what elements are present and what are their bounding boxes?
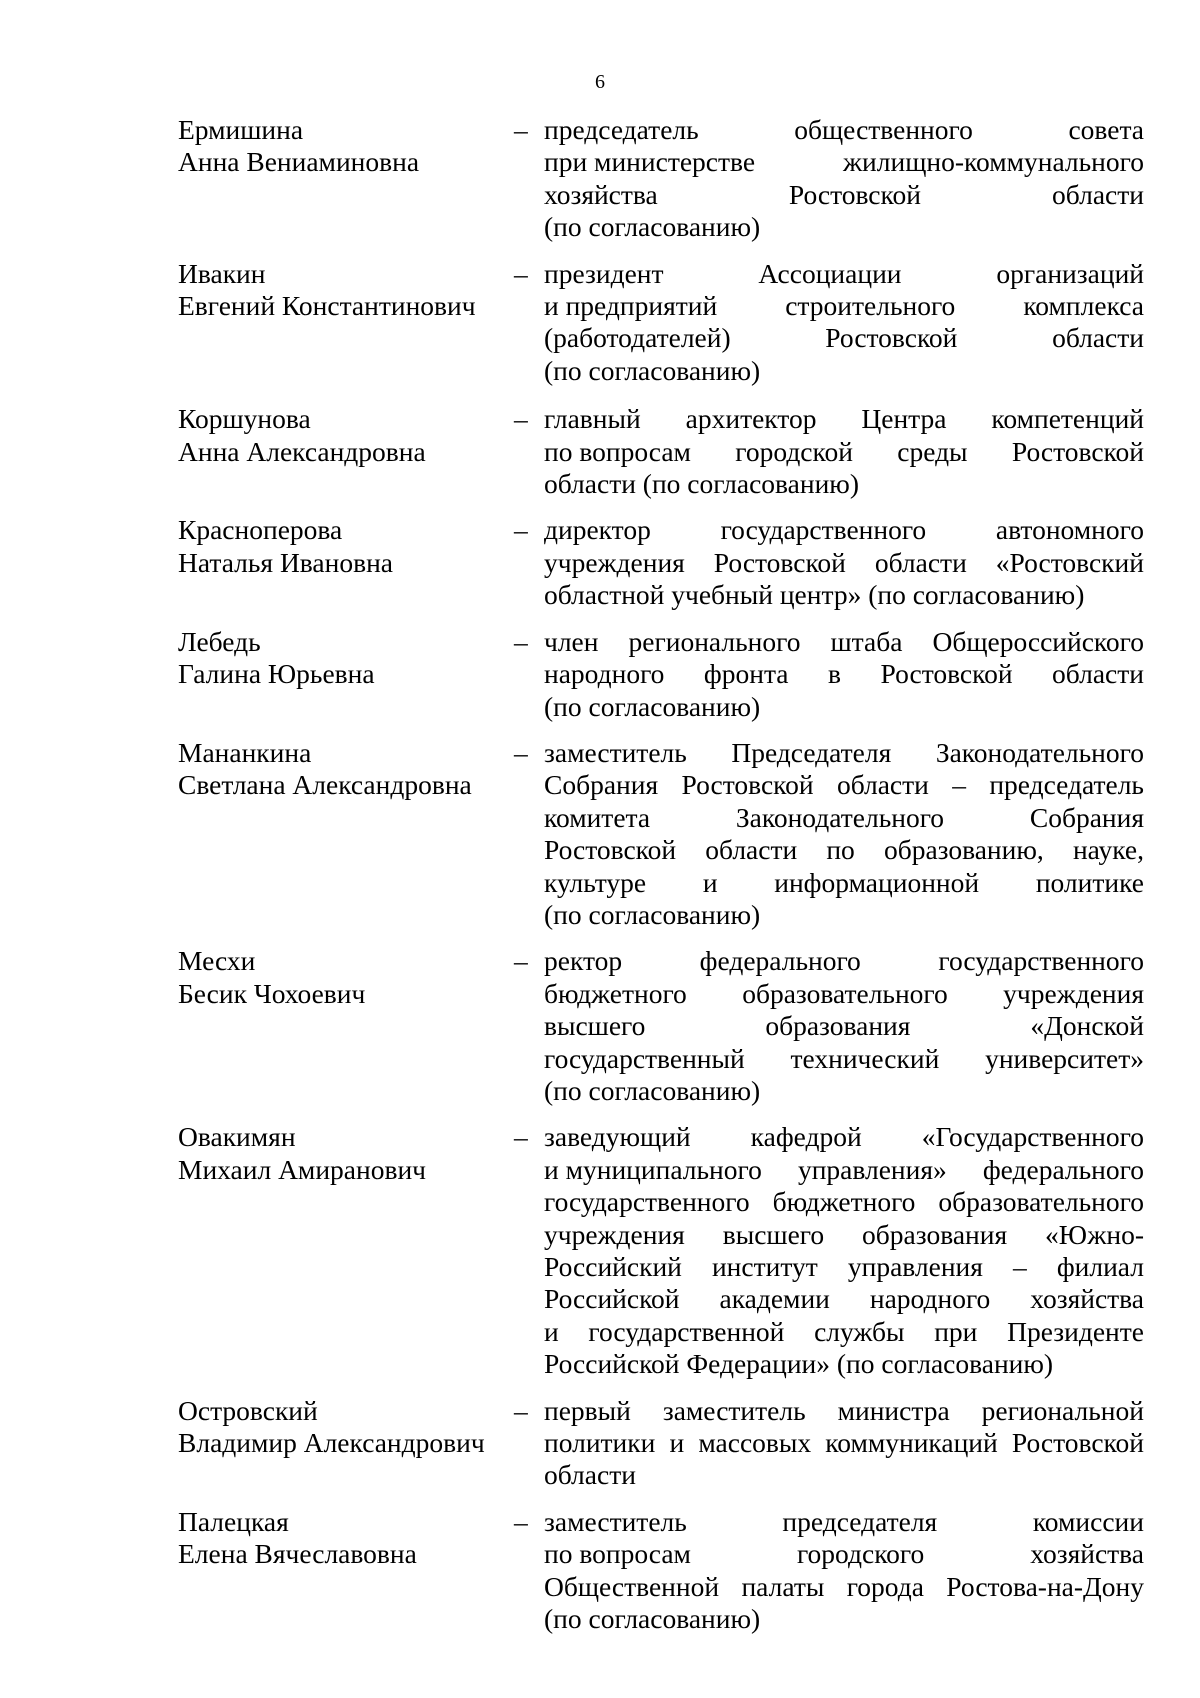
role-word: штаба <box>830 625 903 657</box>
role-word: и <box>544 1315 559 1347</box>
role-line-justified <box>544 1283 1144 1315</box>
member-entry <box>178 945 1144 1107</box>
members-list <box>178 114 1144 1635</box>
role-line-justified <box>544 867 1144 899</box>
role-line: (по согласованию) <box>544 1603 761 1635</box>
role-word: информационной <box>774 866 980 898</box>
member-surname: Ивакин <box>178 257 266 289</box>
role-line-justified <box>544 658 1144 690</box>
dash-separator: – <box>514 114 528 145</box>
role-line-justified <box>544 978 1144 1010</box>
role-word: и муниципального <box>544 1153 762 1185</box>
dash-separator: – <box>514 1505 528 1537</box>
role-word: строительного <box>785 290 956 322</box>
member-given-names: Бесик Чохоевич <box>178 977 366 1009</box>
role-word: Ростовской <box>681 769 814 801</box>
role-word: филиал <box>1056 1251 1144 1282</box>
member-role <box>544 945 1144 1107</box>
role-line: области (по согласованию) <box>544 468 859 500</box>
role-word: организаций <box>996 257 1144 289</box>
member-entry <box>178 1395 1144 1492</box>
role-word: области <box>836 769 929 801</box>
role-word: Российский <box>544 1251 682 1282</box>
member-role <box>544 403 1144 500</box>
role-word: и предприятий <box>544 290 718 322</box>
member-entry <box>178 737 1144 931</box>
role-word: бюджетного <box>772 1186 916 1218</box>
role-word: президент <box>544 257 664 289</box>
role-word: Законодательного <box>735 801 945 833</box>
member-surname: Лебедь <box>178 625 261 657</box>
role-word: ректор <box>544 945 623 977</box>
member-name <box>178 1506 514 1571</box>
role-word: хозяйства <box>1030 1538 1144 1570</box>
role-word: хозяйства <box>544 178 658 210</box>
member-role <box>544 1121 1144 1380</box>
role-word: «Государственного <box>921 1121 1144 1153</box>
role-word: образования <box>862 1218 1008 1250</box>
role-line-justified <box>544 1506 1144 1538</box>
role-word: заведующий <box>544 1121 691 1153</box>
role-line-justified <box>544 1186 1144 1218</box>
role-word: Собрания <box>544 769 659 801</box>
role-line-justified <box>544 403 1144 435</box>
member-name <box>178 514 514 579</box>
member-surname: Мананкина <box>178 736 312 768</box>
role-word: при <box>934 1315 978 1347</box>
role-line-justified <box>544 1571 1144 1603</box>
role-line-justified <box>544 626 1144 658</box>
member-role <box>544 1506 1144 1636</box>
role-word: массовых <box>698 1427 812 1459</box>
dash-separator: – <box>514 625 528 657</box>
member-given-names: Евгений Константинович <box>178 290 476 322</box>
role-word: первый <box>544 1394 631 1426</box>
role-word: Ассоциации <box>758 257 902 289</box>
role-line-justified <box>544 547 1144 579</box>
role-word: Ростовской <box>544 834 677 866</box>
role-word: при министерстве <box>544 146 756 178</box>
member-role <box>544 258 1144 388</box>
role-line-justified <box>544 146 1144 178</box>
dash-separator: – <box>514 1394 528 1426</box>
member-given-names: Анна Александровна <box>178 435 426 467</box>
role-word: государственной <box>588 1315 785 1347</box>
member-given-names: Владимир Александрович <box>178 1427 485 1459</box>
member-surname: Ермишина <box>178 114 304 145</box>
role-word: Председателя <box>731 736 892 768</box>
role-word: председатель <box>544 114 699 145</box>
role-word: Общероссийского <box>932 625 1144 657</box>
role-word: государственного <box>720 514 927 546</box>
member-name <box>178 1395 514 1460</box>
role-line-justified <box>544 114 1144 146</box>
role-word: Ростовской <box>880 658 1013 690</box>
role-line-justified <box>544 436 1144 468</box>
role-line-justified <box>544 945 1144 977</box>
role-word: области <box>705 834 798 866</box>
member-entry <box>178 626 1144 723</box>
role-word: – <box>1013 1251 1027 1282</box>
role-word: главный <box>544 403 641 435</box>
role-word: высшего <box>722 1218 825 1250</box>
role-word: жилищно-коммунального <box>843 146 1144 178</box>
member-given-names: Наталья Ивановна <box>178 546 394 578</box>
member-surname: Островский <box>178 1394 318 1426</box>
member-entry <box>178 1121 1144 1380</box>
role-word: университет» <box>985 1042 1144 1074</box>
member-name <box>178 945 514 1010</box>
role-line-justified <box>544 1121 1144 1153</box>
dash-separator: – <box>514 403 528 435</box>
role-line: (по согласованию) <box>544 898 761 930</box>
role-line-justified <box>544 1251 1144 1283</box>
member-entry <box>178 403 1144 500</box>
role-word: заместитель <box>662 1394 806 1426</box>
member-name <box>178 737 514 802</box>
role-word: комитета <box>544 801 651 833</box>
role-word: Ростовской <box>1011 1427 1144 1459</box>
role-word: хозяйства <box>1030 1283 1144 1315</box>
member-given-names: Светлана Александровна <box>178 769 472 801</box>
member-given-names: Михаил Амиранович <box>178 1153 427 1185</box>
role-word: учреждения <box>1003 977 1144 1009</box>
member-surname: Коршунова <box>178 403 311 435</box>
role-word: службы <box>814 1315 905 1347</box>
role-word: городского <box>796 1538 925 1570</box>
member-entry <box>178 1506 1144 1636</box>
role-word: среды <box>897 435 968 467</box>
member-entry <box>178 114 1144 244</box>
role-word: совета <box>1068 114 1144 145</box>
role-word: федерального <box>982 1153 1144 1185</box>
role-word: академии <box>719 1283 830 1315</box>
role-word: управления <box>847 1251 983 1282</box>
role-line-justified <box>544 834 1144 866</box>
role-line-justified <box>544 179 1144 211</box>
member-name <box>178 114 514 179</box>
role-line: Российской Федерации» (по согласованию) <box>544 1348 1054 1380</box>
role-word: палаты <box>741 1570 825 1602</box>
member-role <box>544 114 1144 244</box>
member-name <box>178 1121 514 1186</box>
role-line: области <box>544 1459 636 1491</box>
role-word: государственного <box>544 1186 750 1218</box>
role-word: «Ростовский <box>995 546 1144 578</box>
role-line: областной учебный центр» (по согласованию) <box>544 579 1085 611</box>
role-word: управления» <box>797 1153 947 1185</box>
role-word: коммуникаций <box>825 1427 998 1459</box>
role-word: Российской <box>544 1283 680 1315</box>
role-line-justified <box>544 290 1144 322</box>
member-name <box>178 403 514 468</box>
role-word: комплекса <box>1023 290 1144 322</box>
page-number: 6 <box>595 71 605 93</box>
role-word: образования <box>765 1010 911 1042</box>
role-word: автономного <box>995 514 1144 546</box>
role-word: фронта <box>703 658 789 690</box>
role-word: технический <box>790 1042 940 1074</box>
role-word: компетенций <box>991 403 1144 435</box>
role-word: учреждения <box>544 546 685 578</box>
role-word: Ростовской <box>825 322 958 354</box>
role-word: области <box>1052 178 1144 210</box>
role-word: образованию, <box>883 834 1044 866</box>
role-word: Ростовской <box>1011 435 1144 467</box>
member-entry <box>178 258 1144 388</box>
role-line-justified <box>544 1043 1144 1075</box>
member-name <box>178 258 514 323</box>
role-word: регионального <box>628 625 801 657</box>
role-word: и <box>702 866 718 898</box>
dash-separator: – <box>514 257 528 289</box>
role-line-justified <box>544 802 1144 834</box>
role-word: образовательного <box>742 977 948 1009</box>
role-line: (по согласованию) <box>544 1074 761 1106</box>
role-word: Собрания <box>1029 801 1144 833</box>
role-word: – <box>952 769 966 801</box>
role-word: архитектор <box>685 403 817 435</box>
role-word: общественного <box>794 114 973 145</box>
role-line: (по согласованию) <box>544 211 761 243</box>
role-word: города <box>846 1570 924 1602</box>
role-word: институт <box>711 1251 818 1282</box>
member-surname: Красноперова <box>178 514 343 546</box>
dash-separator: – <box>514 945 528 977</box>
role-word: науке, <box>1072 834 1144 866</box>
role-word: политике <box>1035 866 1144 898</box>
role-word: культуре <box>544 866 647 898</box>
role-line-justified <box>544 1538 1144 1570</box>
role-word: Центра <box>861 403 947 435</box>
role-line-justified <box>544 1154 1144 1186</box>
role-word: федерального <box>699 945 861 977</box>
role-line: (по согласованию) <box>544 690 761 722</box>
role-line-justified <box>544 1316 1144 1348</box>
member-given-names: Анна Вениаминовна <box>178 146 420 178</box>
role-word: бюджетного <box>544 977 687 1009</box>
member-role <box>544 626 1144 723</box>
role-word: председатель <box>989 769 1144 801</box>
role-word: Ростовской <box>713 546 846 578</box>
role-line-justified <box>544 322 1144 354</box>
member-given-names: Галина Юрьевна <box>178 658 375 690</box>
role-word: высшего <box>544 1010 646 1042</box>
role-line-justified <box>544 1010 1144 1042</box>
role-word: Ростовской <box>788 178 921 210</box>
role-word: народного <box>869 1283 991 1315</box>
member-given-names: Елена Вячеславовна <box>178 1538 417 1570</box>
role-word: и <box>669 1427 685 1459</box>
role-line-justified <box>544 1395 1144 1427</box>
role-line-justified <box>544 514 1144 546</box>
role-word: заместитель <box>544 736 687 768</box>
role-word: области <box>874 546 967 578</box>
role-word: Президенте <box>1007 1315 1144 1347</box>
member-surname: Месхи <box>178 945 256 977</box>
dash-separator: – <box>514 514 528 546</box>
role-line-justified <box>544 1219 1144 1251</box>
dash-separator: – <box>514 736 528 768</box>
role-word: образовательного <box>938 1186 1144 1218</box>
role-word: в <box>827 658 841 690</box>
role-line-justified <box>544 258 1144 290</box>
role-line-justified <box>544 737 1144 769</box>
role-word: области <box>1052 322 1144 354</box>
member-surname: Овакимян <box>178 1121 296 1153</box>
role-word: председателя <box>782 1505 938 1537</box>
role-word: региональной <box>981 1394 1144 1426</box>
role-word: кафедрой <box>750 1121 862 1153</box>
role-line-justified <box>544 1427 1144 1459</box>
dash-separator: – <box>514 1121 528 1153</box>
role-word: Законодательного <box>935 736 1144 768</box>
role-line-justified <box>544 769 1144 801</box>
role-word: Общественной <box>544 1570 720 1602</box>
role-word: по <box>826 834 855 866</box>
role-word: комиссии <box>1032 1505 1144 1537</box>
role-word: учреждения <box>544 1218 685 1250</box>
role-word: области <box>1052 658 1144 690</box>
member-surname: Палецкая <box>178 1505 289 1537</box>
role-word: государственного <box>938 945 1144 977</box>
member-role <box>544 1395 1144 1492</box>
role-word: «Южно- <box>1045 1218 1144 1250</box>
role-line: (по согласованию) <box>544 354 761 386</box>
member-role <box>544 737 1144 931</box>
role-word: народного <box>544 658 665 690</box>
role-word: Ростова-на-Дону <box>946 1570 1144 1602</box>
role-word: государственный <box>544 1042 745 1074</box>
role-word: по вопросам <box>544 1538 691 1570</box>
role-word: по вопросам <box>544 435 691 467</box>
role-word: политики <box>544 1427 656 1459</box>
role-word: (работодателей) <box>544 322 731 354</box>
role-word: член <box>544 625 599 657</box>
role-word: городской <box>735 435 853 467</box>
role-word: заместитель <box>544 1505 687 1537</box>
member-entry <box>178 514 1144 611</box>
role-word: министра <box>837 1394 950 1426</box>
role-word: директор <box>544 514 651 546</box>
role-word: «Донской <box>1030 1010 1144 1042</box>
member-name <box>178 626 514 691</box>
member-role <box>544 514 1144 611</box>
